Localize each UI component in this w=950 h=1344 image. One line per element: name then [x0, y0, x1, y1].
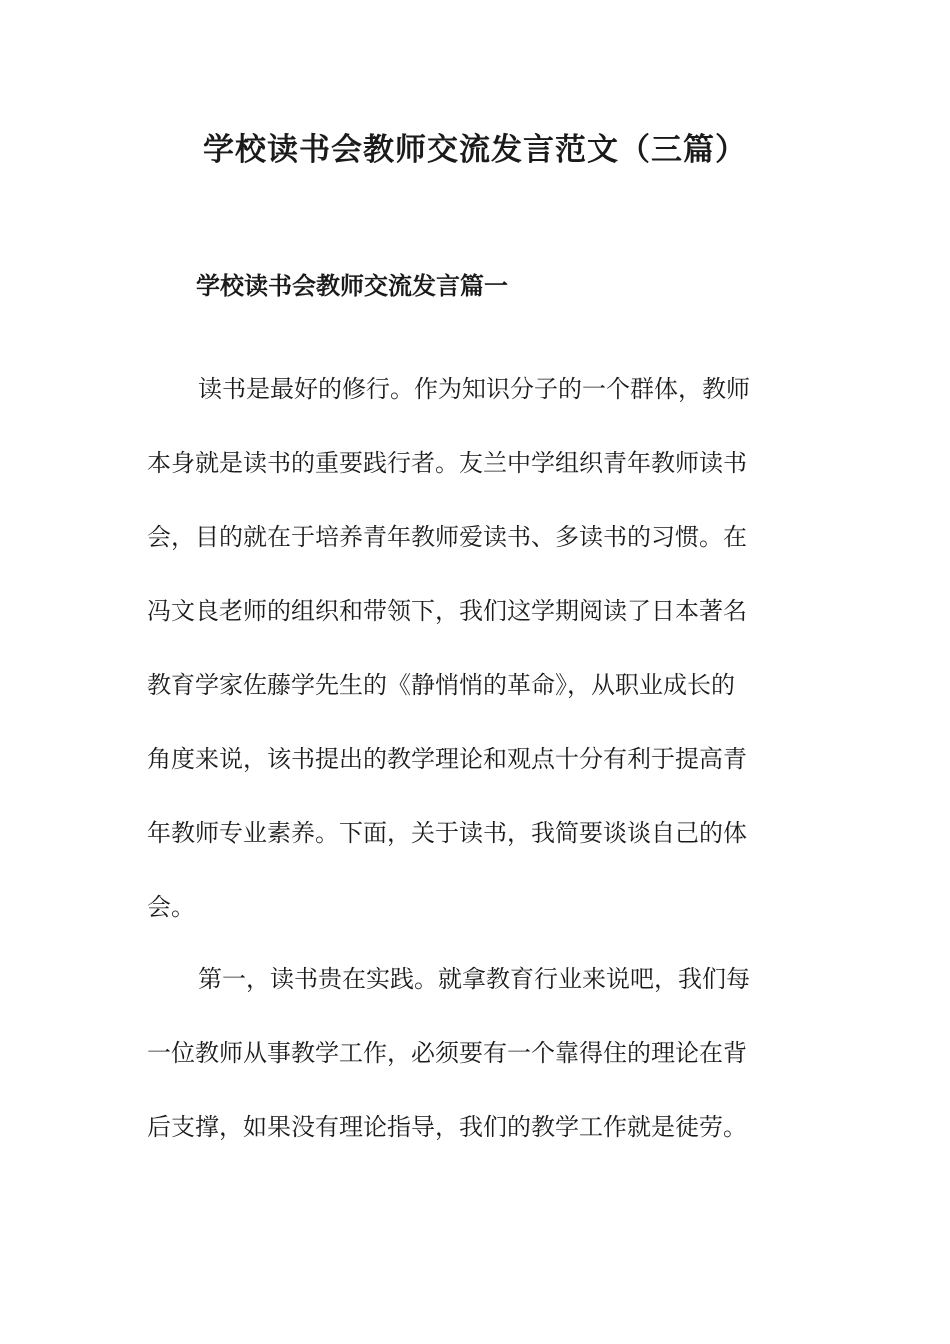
- paragraph-line: 本身就是读书的重要践行者。友兰中学组织青年教师读书: [147, 449, 747, 477]
- paragraph-line: 会。: [147, 893, 195, 921]
- paragraph-line: 后支撑，如果没有理论指导，我们的教学工作就是徒劳。: [147, 1113, 747, 1141]
- paragraph-line: 教育学家佐藤学先生的《静悄悄的革命》，从职业成长的: [147, 671, 735, 699]
- paragraph-1: [147, 352, 787, 944]
- paragraph-line: 角度来说，该书提出的教学理论和观点十分有利于提高青: [147, 745, 747, 773]
- paragraph-line: 会，目的就在于培养青年教师爱读书、多读书的习惯。在: [147, 523, 747, 551]
- paragraph-line: 一位教师从事教学工作，必须要有一个靠得住的理论在背: [147, 1039, 747, 1067]
- paragraph-2: [147, 942, 787, 1164]
- paragraph-line: 读书是最好的修行。作为知识分子的一个群体，教师: [198, 375, 750, 403]
- document-title: 学校读书会教师交流发言范文（三篇）: [203, 132, 747, 168]
- paragraph-line: 年教师专业素养。下面，关于读书，我简要谈谈自己的体: [147, 819, 747, 847]
- section-heading: 学校读书会教师交流发言篇一: [196, 272, 508, 300]
- paragraph-line: 第一，读书贵在实践。就拿教育行业来说吧，我们每: [198, 965, 750, 993]
- paragraph-line: 冯文良老师的组织和带领下，我们这学期阅读了日本著名: [147, 597, 747, 625]
